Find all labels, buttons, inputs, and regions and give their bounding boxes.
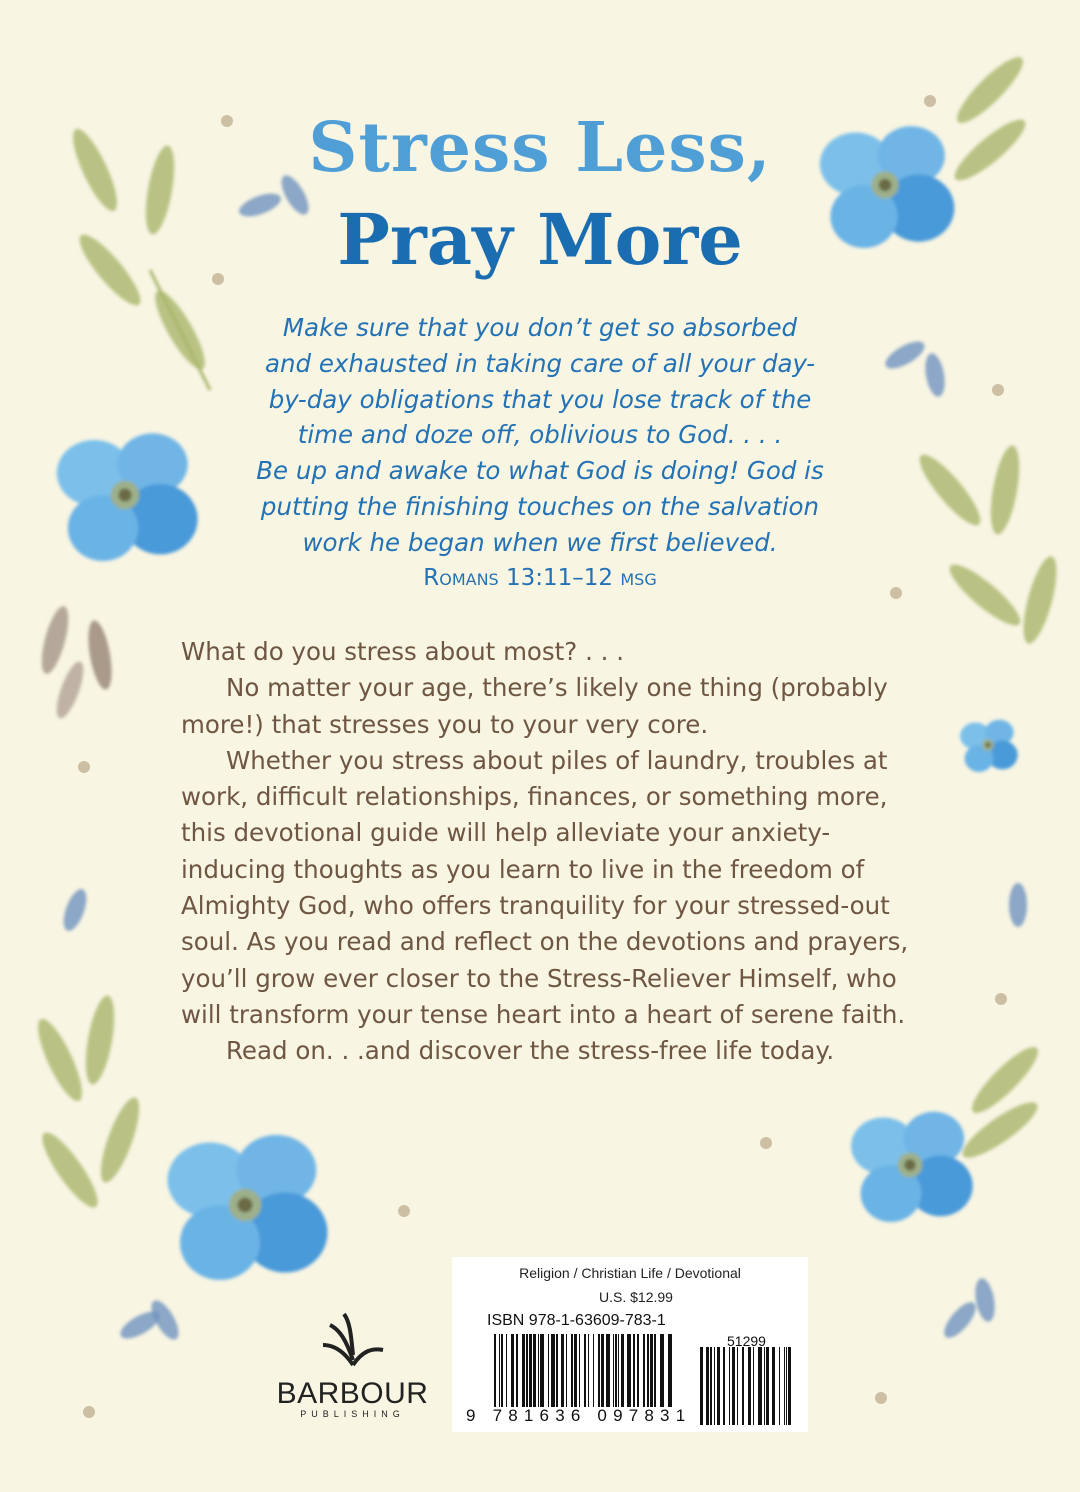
barcode-bar	[606, 1334, 610, 1407]
description-line: will transform your tense heart into a heart of serene faith.	[181, 999, 906, 1029]
barcode-bar	[540, 1334, 544, 1407]
description-line: work, difficult relationships, finances, or something more,	[181, 782, 888, 812]
description-line: this devotional guide will help alleviate your anxiety-	[181, 818, 831, 848]
barcode-bar	[710, 1347, 712, 1425]
barcode-bar	[772, 1347, 775, 1425]
barcode-bar	[613, 1334, 614, 1407]
barcode-bar	[784, 1347, 785, 1425]
barcode-bar	[742, 1347, 744, 1425]
barcode-bar	[516, 1334, 518, 1407]
barcode-bar	[501, 1334, 503, 1407]
barcode-bar	[579, 1334, 580, 1407]
barcode-bar	[598, 1334, 600, 1407]
barcode-bar	[615, 1334, 617, 1407]
barcode-bar	[633, 1334, 635, 1407]
barcode-bar	[753, 1347, 754, 1425]
description-line: Read on. . .and discover the stress-free life today.	[226, 1036, 835, 1066]
verse-line: Be up and awake to what God is doing! God is	[256, 456, 824, 486]
flower-bottom-left	[168, 1135, 328, 1280]
barcode-bar	[660, 1334, 664, 1407]
barcode-bar	[766, 1347, 769, 1425]
book-description	[181, 634, 921, 1070]
barcode-bar	[566, 1334, 567, 1407]
barcode-bar	[788, 1347, 791, 1425]
barcode-bar	[529, 1334, 532, 1407]
barcode-bar	[700, 1347, 703, 1425]
barcode-bar	[737, 1347, 738, 1425]
description-line: more!) that stresses you to your very core.	[181, 709, 709, 739]
open-book-icon	[318, 1310, 388, 1370]
barcode-digits: 9 781636 097831	[466, 1406, 692, 1425]
scripture-quote	[200, 310, 880, 561]
barcode-bar	[526, 1334, 528, 1407]
flower-left	[57, 433, 198, 561]
barcode-bar	[571, 1334, 573, 1407]
publisher-name: BARBOUR	[276, 1377, 429, 1410]
barcode-bar	[729, 1347, 730, 1425]
description-line: inducing thoughts as you learn to live in the freedom of	[181, 854, 865, 884]
barcode-bar	[714, 1347, 715, 1425]
verse-line: and exhausted in taking care of all your day-	[264, 348, 816, 378]
verse-line: Make sure that you don’t get so absorbed	[282, 313, 798, 342]
barcode-bar	[561, 1334, 564, 1407]
barcode-bar	[494, 1334, 496, 1407]
barcode-bar	[786, 1347, 787, 1425]
barcode-bar	[538, 1334, 539, 1407]
barcode-bar	[723, 1347, 725, 1425]
scripture-reference: Romans 13:11–12 msg	[423, 565, 657, 591]
barcode-bar	[584, 1334, 586, 1407]
description-line: No matter your age, there’s likely one thing (probably	[226, 673, 888, 703]
verse-line: time and doze off, oblivious to God. . . .	[297, 420, 783, 450]
barcode-bar	[522, 1334, 525, 1407]
barcode-bar	[556, 1334, 558, 1407]
barcode-bar	[574, 1334, 577, 1407]
description-line: Whether you stress about piles of laundry, troubles at	[226, 745, 888, 775]
barcode-bar	[618, 1334, 619, 1407]
barcode-bar	[706, 1347, 709, 1425]
description-line: you’ll grow ever closer to the Stress-Reliever Himself, who	[181, 963, 897, 993]
isbn: ISBN 978-1-63609-783-1	[487, 1312, 666, 1329]
barcode-bar	[717, 1347, 720, 1425]
description-line: soul. As you read and reflect on the devotions and prayers,	[181, 927, 909, 957]
barcode-bar	[764, 1347, 765, 1425]
barcode-bar	[601, 1334, 604, 1407]
barcode-bar	[511, 1334, 514, 1407]
price-code: 51299	[727, 1333, 766, 1349]
barcode-bar	[551, 1334, 555, 1407]
barcode-bar	[643, 1334, 645, 1407]
barcode-bar	[758, 1347, 762, 1425]
barcode-bar	[779, 1347, 780, 1425]
barcode-bar	[654, 1334, 656, 1407]
barcode-bar	[506, 1334, 507, 1407]
barcode-bar	[650, 1334, 653, 1407]
barcode-bar	[668, 1334, 672, 1407]
barcode-bar	[588, 1334, 589, 1407]
description-line: Almighty God, who offers tranquility for your stressed-out	[181, 891, 890, 921]
publisher-subtitle: PUBLISHING	[300, 1409, 405, 1419]
description-line: What do you stress about most? . . .	[181, 637, 625, 666]
bisac-category: Religion / Christian Life / Devotional	[519, 1265, 741, 1281]
book-title-line1: Stress Less,	[308, 108, 772, 188]
price: U.S. $12.99	[599, 1289, 673, 1305]
barcode-bar	[637, 1334, 639, 1407]
barcode-bar	[548, 1334, 549, 1407]
verse-line: by-day obligations that you lose track of the	[268, 384, 812, 414]
barcode-bar	[499, 1334, 500, 1407]
publisher-logo	[270, 1310, 435, 1419]
book-title-line2: Pray More	[337, 198, 743, 281]
barcode-bar	[732, 1347, 735, 1425]
barcode-bar	[621, 1334, 624, 1407]
barcode-bar	[593, 1334, 594, 1407]
barcode-bar	[748, 1347, 751, 1425]
barcode-bar	[533, 1334, 536, 1407]
barcode-bar	[647, 1334, 649, 1407]
verse-line: work he began when we first believed.	[302, 527, 778, 557]
verse-line: putting the finishing touches on the salvation	[260, 491, 820, 521]
flower-bottom-right	[851, 1112, 973, 1222]
barcode-bar	[627, 1334, 631, 1407]
barcode-panel	[452, 1257, 808, 1432]
flower-small-right	[960, 720, 1018, 772]
